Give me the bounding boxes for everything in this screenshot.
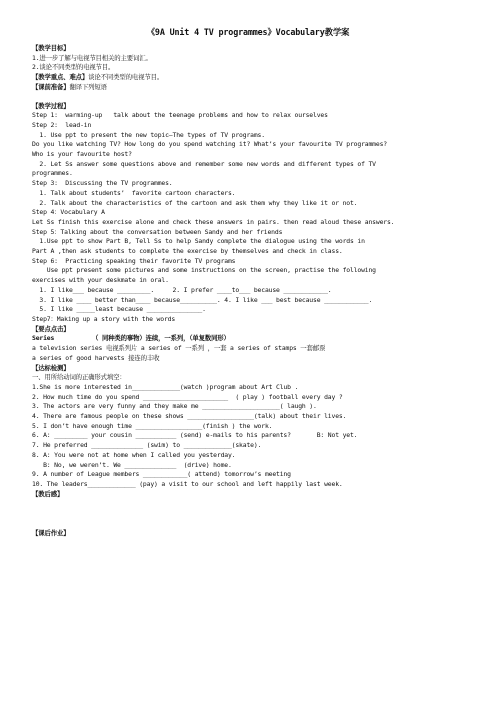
goal-item: 1.进一步了解与电视节目相关的主要词汇。 <box>32 53 152 62</box>
series-definition: （ 同种类的事物）连续，一系列，（单复数同形） <box>92 334 230 343</box>
spacer <box>32 499 464 529</box>
document-title: 《9A Unit 4 TV programmes》Vocabulary教学案 <box>146 27 350 37</box>
process-line: Use ppt present some pictures and some instructions on the screen, practise the following <box>32 266 376 275</box>
process-line: 3. I like ____ better than____ because__________. 4. I like ___ best because ____________. <box>32 295 373 304</box>
process-line: 1.Use ppt to show Part B, Tell Ss to help Sandy complete the dialogue using the words in <box>32 237 365 246</box>
test-item: 5. I don’t have enough time __________________(finish ) the work. <box>32 421 273 430</box>
process-line: Step 3: Discussing the TV programmes. <box>32 179 173 188</box>
key-points-heading: 【教学重点、难点】 <box>32 73 89 82</box>
goal-item: 2.谈论不同类型的电视节目。 <box>32 63 115 72</box>
process-line: Step7：Making up a story with the words <box>32 314 176 323</box>
process-line: Let Ss finish this exercise alone and check these answers in pairs. then read aloud these answers. <box>32 217 395 226</box>
series-row <box>32 334 464 344</box>
process-line: Do you like watching TV? How long do you spend watching it? What’s your favourite TV programmes? <box>32 140 387 149</box>
test-item: 9. A number of League members ____________( attend) tomorrow’s meeting <box>32 470 291 479</box>
series-word: Series <box>32 334 55 343</box>
test-item: 7. He preferred ______________ (swim) to _____________(skate). <box>32 441 262 450</box>
test-intro: 一、用所给动词的正确形式填空： <box>32 373 126 382</box>
prep-text: 翻译下列短语 <box>69 82 107 91</box>
process-line: Step 4：Vocabulary A <box>32 208 105 217</box>
process-line: 1. Use ppt to present the new topic—The types of TV programs. <box>32 130 265 139</box>
process-line: 2. Let Ss answer some questions above and remember some new words and different types of TV <box>32 159 376 168</box>
process-line: Step 2: lead-in <box>32 120 92 129</box>
key-points-row <box>32 73 464 83</box>
process-line: Step 6: Practicing speaking their favorite TV programs <box>32 256 236 265</box>
reflection-heading: 【教后感】 <box>32 489 64 498</box>
prep-row <box>32 83 464 93</box>
process-line: Step 5：Talking about the conversation between Sandy and her friends <box>32 227 283 236</box>
test-item: 2. How much time do you spend _______________________ ( play ) football every day ? <box>32 392 343 401</box>
process-line: programmes. <box>32 169 73 178</box>
test-item: B: No, we weren’t. We ______________ (drive) home. <box>32 460 232 469</box>
prep-heading: 【课前准备】 <box>32 82 70 91</box>
process-line: exercises with your deskmate in oral. <box>32 276 169 285</box>
process-line: 5. I like _____least because _______________. <box>32 305 206 314</box>
process-line: 1. Talk about students’ favorite cartoon characters. <box>32 188 236 197</box>
test-item: 4. There are famous people on these shows __________________(talk) about their lives. <box>32 412 347 421</box>
series-example: a television series 电视系列片 a series of 一系列 ，一套 a series of stamps 一套邮票 <box>32 344 326 353</box>
series-example: a series of good harvests 接连的丰收 <box>32 353 160 362</box>
lesson-plan-page <box>32 26 464 539</box>
process-line: 1. I like___ because _________. 2. I prefer ____to___ because ____________. <box>32 285 332 294</box>
process-line: 2. Talk about the characteristics of the cartoon and ask them why they like it or not. <box>32 198 358 207</box>
test-item: 8. A: You were not at home when I called you yesterday. <box>32 450 236 459</box>
test-item: 3. The actors are very funny and they make me _____________________( laugh ). <box>32 402 317 411</box>
process-line: Step 1: warming-up talk about the teenage problems and how to relax ourselves <box>32 111 328 120</box>
homework-heading: 【课后作业】 <box>32 529 70 538</box>
test-item: 10. The leaders_____________ (pay) a visit to our school and left happily last week. <box>32 479 343 488</box>
key-points-text: 谈论不同类型的电视节目。 <box>88 73 164 82</box>
key-notes-heading: 【要点点击】 <box>32 324 70 333</box>
process-heading: 【教学过程】 <box>32 101 70 110</box>
process-line: Who is your favourite host? <box>32 150 132 159</box>
test-item: 6. A: _________ your cousin ___________ (send) e-mails to his parents? B: Not yet. <box>32 431 358 440</box>
spacer <box>32 93 464 102</box>
test-item: 1.She is more interested in_____________(watch )program about Art Club . <box>32 382 299 391</box>
process-line: Part A ,then ask students to complete the exercise by themselves and check in class. <box>32 247 343 256</box>
test-heading: 【达标检测】 <box>32 363 70 372</box>
goals-heading: 【教学目标】 <box>32 44 70 52</box>
